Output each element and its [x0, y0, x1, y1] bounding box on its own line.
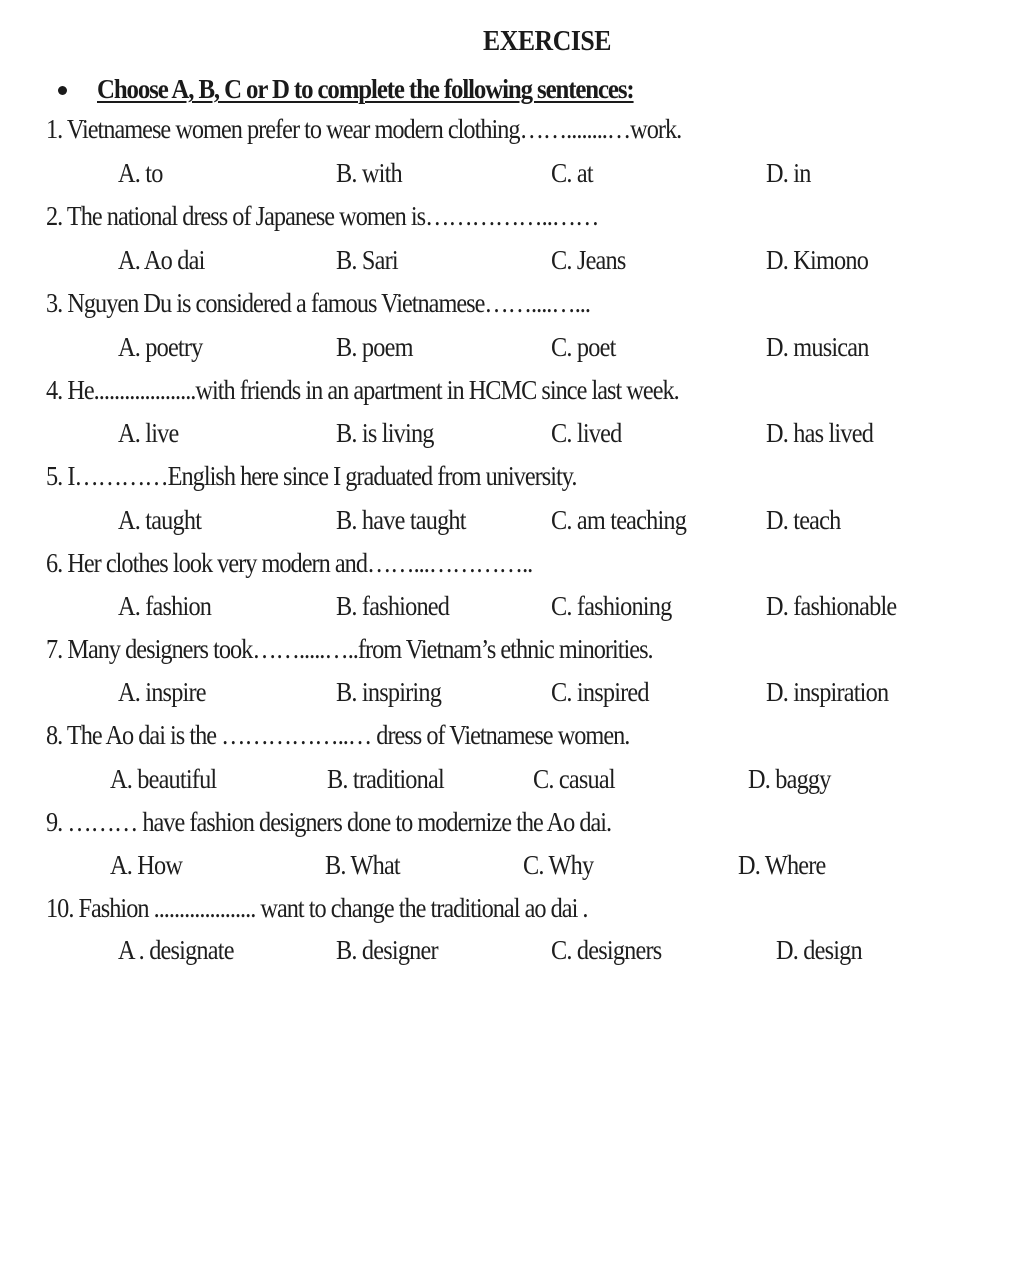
option-c[interactable]: C. am teaching	[551, 505, 687, 535]
option-a[interactable]: A. fashion	[118, 591, 212, 621]
option-a[interactable]: A . designate	[118, 935, 234, 965]
option-b[interactable]: B. have taught	[336, 505, 466, 535]
option-a[interactable]: A. Ao dai	[118, 245, 205, 275]
option-a[interactable]: A. poetry	[118, 332, 203, 362]
instruction-text: Choose A, B, C or D to complete the following sentences:	[97, 74, 634, 104]
question-1: 1. Vietnamese women prefer to wear modern clothing……........…work.	[46, 114, 682, 144]
option-c[interactable]: C. Why	[523, 850, 594, 880]
question-6: 6. Her clothes look very modern and……...…………..	[46, 548, 533, 578]
option-b[interactable]: B. designer	[336, 935, 438, 965]
option-b[interactable]: B. inspiring	[336, 677, 442, 707]
option-d[interactable]: D. in	[766, 158, 811, 188]
option-d[interactable]: D. teach	[766, 505, 841, 535]
option-b[interactable]: B. poem	[336, 332, 413, 362]
option-b[interactable]: B. Sari	[336, 245, 398, 275]
question-5: 5. I…………English here since I graduated from university.	[46, 461, 577, 491]
bullet-icon	[58, 86, 67, 95]
option-c[interactable]: C. poet	[551, 332, 616, 362]
option-b[interactable]: B. with	[336, 158, 402, 188]
question-4: 4. He....................with friends in an apartment in HCMC since last week.	[46, 375, 679, 405]
question-7: 7. Many designers took…….....…..from Vietnam’s ethnic minorities.	[46, 634, 653, 664]
option-a[interactable]: A. live	[118, 418, 179, 448]
instruction	[58, 74, 680, 105]
option-d[interactable]: D. has lived	[766, 418, 874, 448]
question-8: 8. The Ao dai is the ……………..… dress of Vietnamese women.	[46, 720, 630, 750]
option-b[interactable]: B. traditional	[327, 764, 444, 794]
question-3: 3. Nguyen Du is considered a famous Vietnamese……....…...	[46, 288, 590, 318]
option-a[interactable]: A. inspire	[118, 677, 206, 707]
option-a[interactable]: A. taught	[118, 505, 202, 535]
option-b[interactable]: B. is living	[336, 418, 434, 448]
question-9: 9. ……… have fashion designers done to modernize the Ao dai.	[46, 807, 612, 837]
option-a[interactable]: A. to	[118, 158, 163, 188]
page-title: EXERCISE	[482, 26, 612, 57]
option-d[interactable]: D. inspiration	[766, 677, 889, 707]
option-d[interactable]: D. Where	[738, 850, 826, 880]
option-c[interactable]: C. designers	[551, 935, 662, 965]
option-d[interactable]: D. baggy	[748, 764, 831, 794]
option-c[interactable]: C. at	[551, 158, 593, 188]
option-a[interactable]: A. beautiful	[110, 764, 217, 794]
option-c[interactable]: C. lived	[551, 418, 622, 448]
question-2: 2. The national dress of Japanese women is……………..……	[46, 201, 599, 231]
option-d[interactable]: D. design	[776, 935, 862, 965]
option-c[interactable]: C. inspired	[551, 677, 649, 707]
option-d[interactable]: D. fashionable	[766, 591, 897, 621]
option-b[interactable]: B. What	[325, 850, 400, 880]
option-c[interactable]: C. fashioning	[551, 591, 672, 621]
option-d[interactable]: D. musican	[766, 332, 869, 362]
option-b[interactable]: B. fashioned	[336, 591, 450, 621]
question-10: 10. Fashion .................... want to change the traditional ao dai .	[46, 893, 588, 923]
option-c[interactable]: C. casual	[533, 764, 615, 794]
option-d[interactable]: D. Kimono	[766, 245, 869, 275]
option-a[interactable]: A. How	[110, 850, 183, 880]
option-c[interactable]: C. Jeans	[551, 245, 626, 275]
